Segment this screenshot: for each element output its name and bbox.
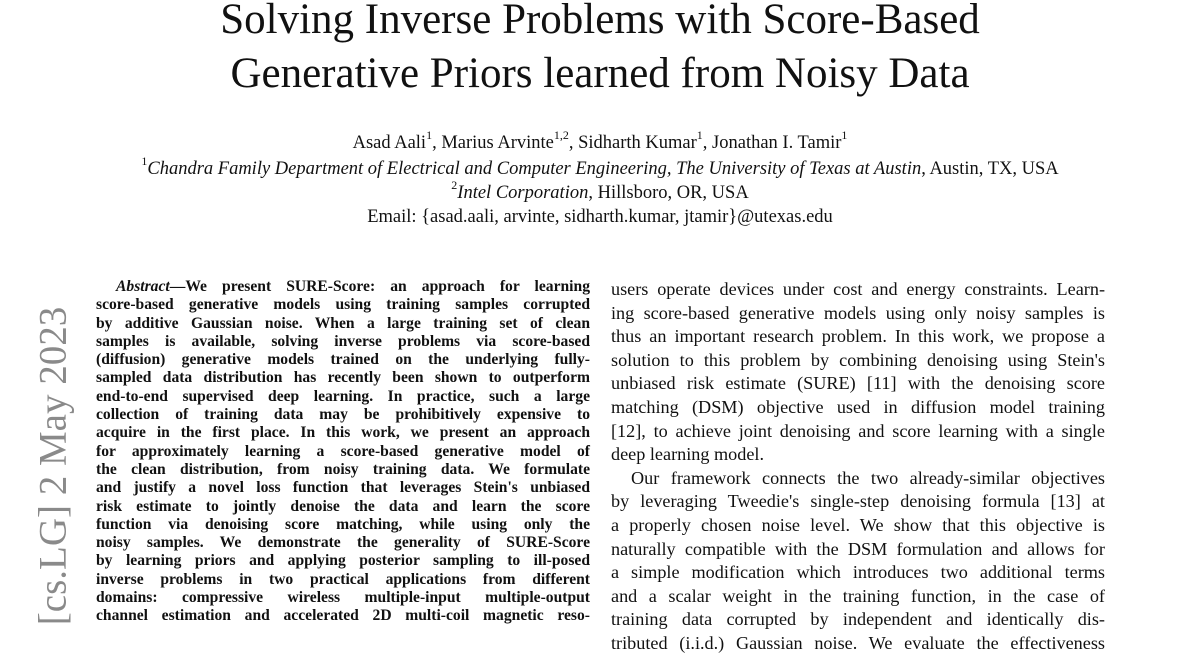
abstract-line: the clean distribution, from noisy training data. We formulate <box>96 460 590 478</box>
body-text-line: unbiased risk estimate (SURE) [11] with the denoising score <box>611 373 1105 394</box>
author-name: Asad Aali <box>352 133 427 153</box>
affiliation-location: , Austin, TX, USA <box>921 159 1059 179</box>
author-emails: Email: {asad.aali, arvinte, sidharth.kumar, jtamir}@utexas.edu <box>367 207 833 227</box>
abstract-heading: Abstract <box>116 278 170 295</box>
abstract-line: channel estimation and accelerated 2D multi-coil magnetic reso- <box>96 607 590 625</box>
abstract-line: noisy samples. We demonstrate the generality of SURE-Score <box>96 534 590 552</box>
body-text-line: thus an important research problem. In this work, we propose a <box>611 326 1105 347</box>
abstract-line: domains: compressive wireless multiple-input multiple-output <box>96 589 590 607</box>
abstract-line: score-based generative models using training samples corrupted <box>96 296 590 314</box>
body-text-line: and a scalar weight in the training function, in the case of <box>611 585 1105 606</box>
body-text-line: Our framework connects the two already-similar objectives <box>631 467 1105 488</box>
affiliation-1 <box>0 153 1200 181</box>
author-affiliation-marker: 1 <box>696 127 703 142</box>
arxiv-side-stamp <box>24 296 82 636</box>
author-name: , Sidharth Kumar <box>568 133 697 153</box>
body-text-right-column <box>611 278 1105 656</box>
author-name: , Marius Arvinte <box>432 133 554 153</box>
author-affiliation-marker: 1 <box>841 127 848 142</box>
affiliation-marker: 1 <box>141 153 148 168</box>
author-name: , Jonathan I. Tamir <box>702 133 842 153</box>
abstract-line: and justify a novel loss function that leverages Stein's unbiased <box>96 479 590 497</box>
body-text-line: solution to this problem by combining denoising using Stein's <box>611 349 1105 370</box>
body-text-line: a simple modification which introduces two additional terms <box>611 562 1105 583</box>
abstract-line: (diffusion) generative models trained on the underlying fully- <box>96 351 590 369</box>
affiliation-marker: 2 <box>451 177 458 192</box>
author-list <box>0 127 1200 155</box>
abstract-first-line-text: —We present SURE-Score: an approach for learning <box>169 278 590 295</box>
body-text-line: training data corrupted by independent and identically dis- <box>611 609 1105 630</box>
affiliation-institution: Intel Corporation <box>457 183 589 203</box>
abstract-line: samples is available, solving inverse problems via score-based <box>96 332 590 350</box>
affiliation-institution: Chandra Family Department of Electrical and Computer Engineering, The University of Texas at Austin <box>147 159 922 179</box>
abstract-line: end-to-end supervised deep learning. In practice, such a large <box>96 387 590 405</box>
body-text-line: by leveraging Tweedie's single-step denoising formula [13] at <box>611 491 1105 512</box>
abstract-line: by learning priors and applying posterior sampling to ill-posed <box>96 552 590 570</box>
body-text-line: naturally compatible with the DSM formulation and allows for <box>611 538 1105 559</box>
abstract-line: collection of training data may be prohibitively expensive to <box>96 406 590 424</box>
paper-title-line-2: Generative Priors learned from Noisy Data <box>230 50 970 97</box>
affiliation-location: , Hillsboro, OR, USA <box>588 183 749 203</box>
affiliation-2 <box>0 177 1200 205</box>
body-text-line: [12], to achieve joint denoising and score learning with a single <box>611 420 1105 441</box>
abstract-line: risk estimate to jointly denoise the data and learn the score <box>96 497 590 515</box>
abstract-block <box>96 278 590 626</box>
abstract-line: inverse problems in two practical applications from different <box>96 570 590 588</box>
body-text-line: ing score-based generative models using only noisy samples is <box>611 302 1105 323</box>
abstract-line: acquire in the first place. In this work, we present an approach <box>96 424 590 442</box>
body-text-line: a properly chosen noise level. We show that this objective is <box>611 514 1105 535</box>
abstract-line: for approximately learning a score-based generative model of <box>96 442 590 460</box>
author-affiliation-marker: 1,2 <box>553 127 569 142</box>
body-text-line: matching (DSM) objective used in diffusion model training <box>611 396 1105 417</box>
body-text-line: deep learning model. <box>611 444 765 465</box>
paper-title-line-1: Solving Inverse Problems with Score-Based <box>220 0 980 43</box>
abstract-line: by additive Gaussian noise. When a large training set of clean <box>96 314 590 332</box>
body-text-line: users operate devices under cost and energy constraints. Learn- <box>611 279 1105 299</box>
abstract-line: function via denoising score matching, while using only the <box>96 515 590 533</box>
abstract-first-line <box>96 278 590 296</box>
author-affiliation-marker: 1 <box>426 127 433 142</box>
arxiv-stamp-text: [cs.LG] 2 May 2023 <box>31 306 75 626</box>
body-text-line: tributed (i.i.d.) Gaussian noise. We evaluate the effectiveness <box>611 632 1105 653</box>
abstract-line: sampled data distribution has recently been shown to outperform <box>96 369 590 387</box>
